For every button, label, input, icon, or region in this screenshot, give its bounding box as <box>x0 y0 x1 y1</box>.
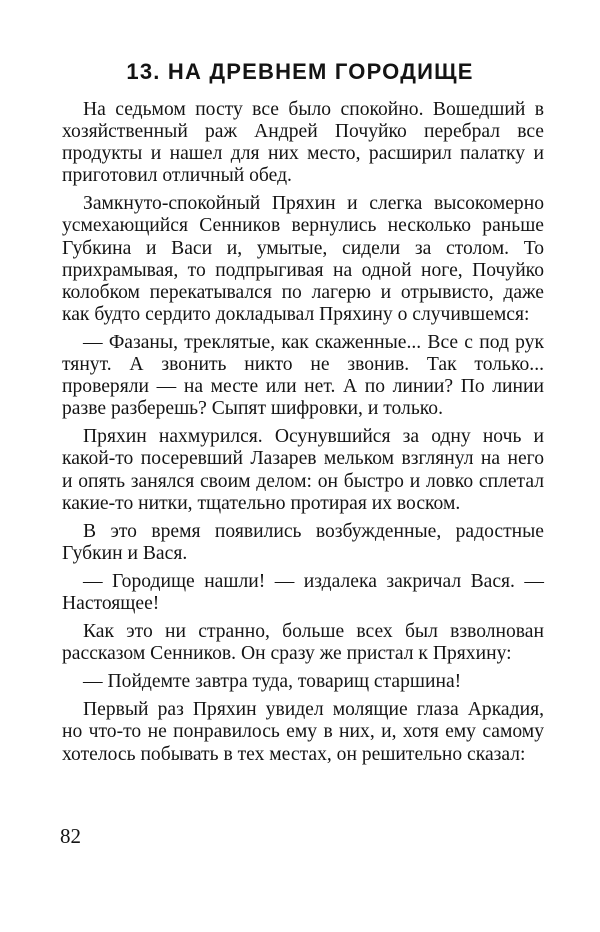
paragraph-1: На седьмом посту все было спокойно. Вошедший в хозяйственный раж Андрей Почуйко перебрал все продукты и нашел для них место, расширил палатку и приготовил отличный обед. <box>62 99 544 187</box>
paragraph-8-dialogue: — Пойдемте завтра туда, товарищ старшина! <box>83 671 462 693</box>
body-text <box>62 99 544 766</box>
paragraph-9: Первый раз Пряхин увидел молящие глаза Аркадия, но что-то не понравилось ему в них, и, хотя ему самому хотелось побывать в тех местах, он решительно сказал: <box>62 699 544 765</box>
page-number: 82 <box>60 824 81 848</box>
paragraph-4: Пряхин нахмурился. Осунувшийся за одну ночь и какой-то посеревший Лазарев мельком взглянул на него и опять занялся своим делом: он быстро и ловко сплетал какие-то нитки, тщательно протирая их воском. <box>62 426 544 514</box>
paragraph-6-dialogue: — Городище нашли! — издалека закричал Вася. — Настоящее! <box>62 570 544 614</box>
chapter-title: 13. НА ДРЕВНЕМ ГОРОДИЩЕ <box>126 59 474 84</box>
paragraph-3-dialogue: — Фазаны, треклятые, как скаженные... Все с под рук тянут. А звонить никто не звонив. Так только... проверяли — на месте или нет. А по линии? По линии разве разберешь? Сыпят шифровки, и только. <box>62 331 544 420</box>
paragraph-7: Как это ни странно, больше всех был взволнован рассказом Сенников. Он сразу же пристал к Пряхину: <box>62 621 544 665</box>
paragraph-5: В это время появились возбужденные, радостные Губкин и Вася. <box>62 520 544 564</box>
paragraph-2: Замкнуто-спокойный Пряхин и слегка высокомерно усмехающийся Сенников вернулись несколько раньше Губкина и Васи и, умытые, сидели за столом. То прихрамывая, то подпрыгивая на одной ноге, Почуйко колобком перекатывался по лагерю и отрывисто, даже как будто сердито докладывал Пряхину о случившемся: <box>62 193 544 325</box>
